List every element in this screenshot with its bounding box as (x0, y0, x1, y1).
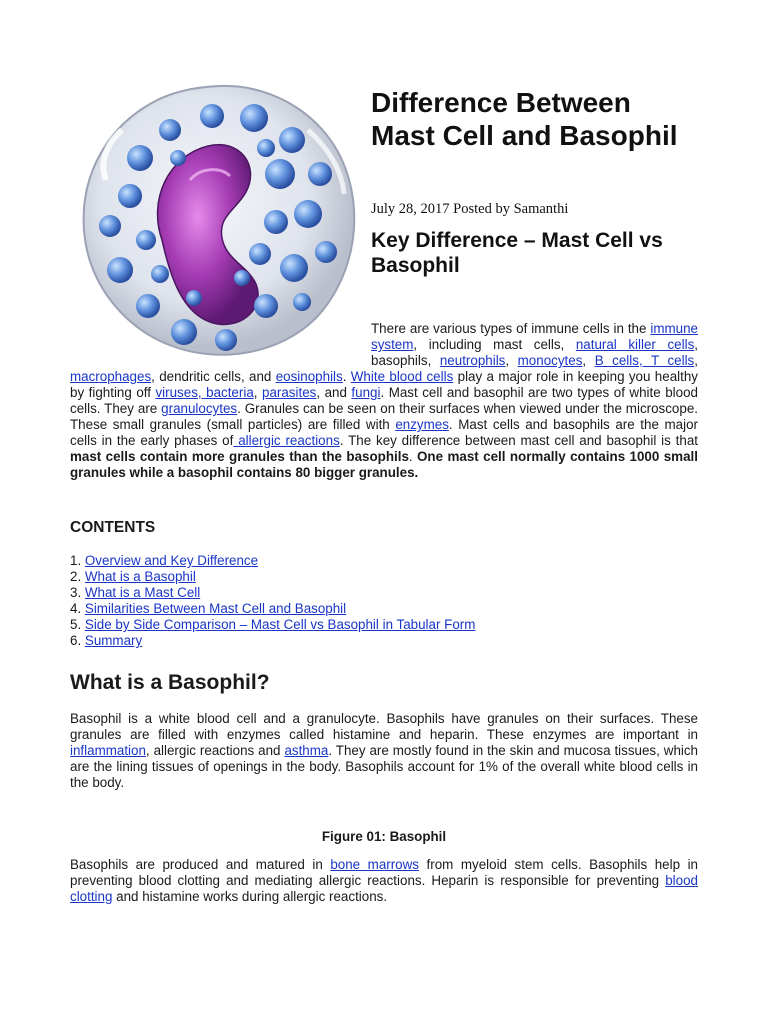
toc-item: 4. Similarities Between Mast Cell and Basophil (70, 601, 347, 616)
link-allergic-reactions[interactable]: allergic reactions (233, 433, 340, 448)
granule-count-bold: One mast cell normally contains 1000 small granules while a basophil contains 80 bigger granules. (70, 449, 698, 480)
link-parasites[interactable]: parasites (262, 385, 317, 400)
link-enzymes[interactable]: enzymes (395, 417, 449, 432)
link-monocytes[interactable]: monocytes (517, 353, 583, 368)
link-white-blood-cells[interactable]: White blood cells (350, 369, 454, 384)
link-neutrophils[interactable]: neutrophils (439, 353, 506, 368)
table-of-contents (70, 553, 475, 649)
toc-link-summary[interactable]: Summary (84, 633, 143, 648)
link-natural-killer-cells[interactable]: natural killer cells (575, 337, 695, 352)
link-blood-clotting[interactable]: blood clotting (70, 873, 698, 904)
toc-item: 2. What is a Basophil (70, 569, 196, 584)
figure-caption: Figure 01: Basophil (321, 829, 447, 844)
toc-item: 6. Summary (70, 633, 143, 648)
byline: July 28, 2017 Posted by Samanthi (371, 201, 569, 217)
key-difference-heading: Key Difference – Mast Cell vs Basophil (371, 229, 663, 277)
link-fungi[interactable]: fungi (351, 385, 381, 400)
link-macrophages[interactable]: macrophages (70, 369, 152, 384)
section-heading-basophil: What is a Basophil? (70, 671, 270, 694)
toc-item: 1. Overview and Key Difference (70, 553, 259, 568)
contents-heading: CONTENTS (70, 519, 156, 536)
toc-link-similarities[interactable]: Similarities Between Mast Cell and Basophil (84, 601, 347, 616)
link-inflammation[interactable]: inflammation (70, 743, 146, 758)
toc-link-basophil[interactable]: What is a Basophil (84, 569, 196, 584)
link-immune-system[interactable]: immune system (371, 321, 698, 352)
toc-link-overview[interactable]: Overview and Key Difference (84, 553, 259, 568)
basophil-paragraph-2: Basophils are produced and matured in bone marrows from myeloid stem cells. Basophils help in preventing blood clotting and mediating allergic reactions. Heparin is responsible for preventing blood clotting and histamine works during allergic reactions. (70, 857, 698, 904)
intro-paragraph: There are various types of immune cells in the immune system, including mast cells, natural killer cells, basophils, neutrophils, monocytes, B cells, T cells, macrophages, dendritic cells, and eosinophils. White blood cells play a major role in keeping you healthy by fighting off viruses, bacteria, parasites, and fungi. Mast cell and basophil are two types of white blood cells. They are granulocytes. Granules can be seen on their surfaces when viewed under the microscope. These small granules (small particles) are filled with enzymes. Mast cells and basophils are the major cells in the early phases of allergic reactions. The key difference between mast cell and basophil is that mast cells contain more granules than the basophils. One mast cell normally contains 1000 small granules while a basophil contains 80 bigger granules. (70, 321, 698, 480)
toc-item: 5. Side by Side Comparison – Mast Cell vs Basophil in Tabular Form (70, 617, 476, 632)
link-asthma[interactable]: asthma (284, 743, 329, 758)
link-viruses-bacteria[interactable]: viruses, bacteria (155, 385, 254, 400)
link-granulocytes[interactable]: granulocytes (161, 401, 238, 416)
toc-item: 3. What is a Mast Cell (70, 585, 201, 600)
toc-link-mast-cell[interactable]: What is a Mast Cell (84, 585, 201, 600)
article-title: Difference Between Mast Cell and Basophil (371, 87, 678, 151)
link-bone-marrows[interactable]: bone marrows (330, 857, 419, 872)
link-b-cells-t-cells[interactable]: B cells, T cells (594, 353, 695, 368)
link-eosinophils[interactable]: eosinophils (275, 369, 343, 384)
key-difference-bold: mast cells contain more granules than the basophils (70, 449, 409, 464)
basophil-paragraph-1: Basophil is a white blood cell and a granulocyte. Basophils have granules on their surfaces. These granules are filled with enzymes called histamine and heparin. These enzymes are important in inflammation, allergic reactions and asthma. They are mostly found in the skin and mucosa tissues, which are the lining tissues of openings in the body. Basophils account for 1% of the overall white blood cells in the body. (70, 711, 699, 790)
toc-link-comparison[interactable]: Side by Side Comparison – Mast Cell vs Basophil in Tabular Form (84, 617, 476, 632)
